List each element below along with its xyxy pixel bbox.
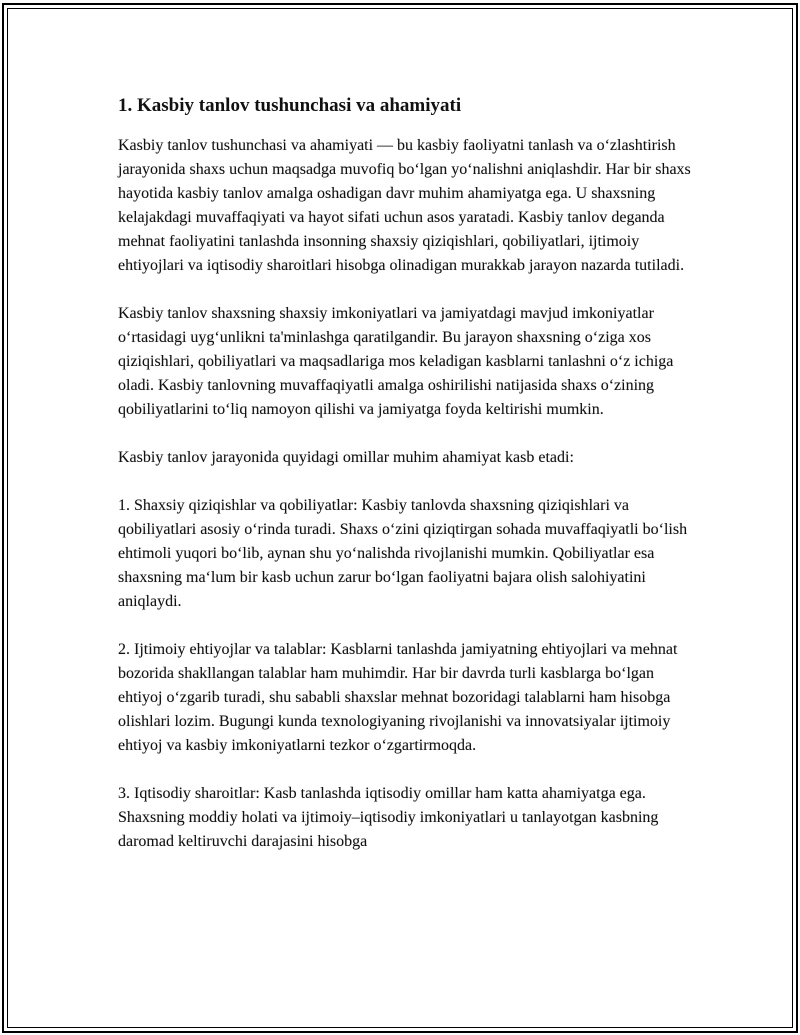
- paragraph-harmony: Kasbiy tanlov shaxsning shaxsiy imkoniyatlari va jamiyatdagi mavjud imkoniyatlar o‘rtasidagi uyg‘unlikni ta'minlashga qaratilgandir. Bu jarayon shaxsning o‘ziga xos qiziqishlari, qobiliyatlari va maqsadlariga mos keladigan kasblarni tanlashni o‘z ichiga oladi. Kasbiy tanlovning muvaffaqiyatli amalga oshirilishi natijasida shaxs o‘zining qobiliyatlarini to‘liq namoyon qilishi va jamiyatga foyda keltirishi mumkin.: [118, 305, 674, 418]
- paragraph-factors-intro: Kasbiy tanlov jarayonida quyidagi omillar muhim ahamiyat kasb etadi:: [118, 449, 574, 466]
- list-item-social-needs: 2. Ijtimoiy ehtiyojlar va talablar: Kasblarni tanlashda jamiyatning ehtiyojlari va mehnat bozorida shakllangan talablar ham muhimdir. Har bir davrda turli kasblarga bo‘lgan ehtiyoj o‘zgarib turadi, shu sababli shaxslar mehnat bozoridagi talablarni ham hisobga olishlari lozim. Bugungi kunda texnologiyaning rivojlanishi va innovatsiyalar ijtimoiy ehtiyoj va kasbiy imkoniyatlarni tezkor o‘zgartirmoqda.: [118, 641, 678, 754]
- list-item-personal-interests: 1. Shaxsiy qiziqishlar va qobiliyatlar: Kasbiy tanlovda shaxsning qiziqishlari va qobiliyatlari asosiy o‘rinda turadi. Shaxs o‘zini qiziqtirgan sohada muvaffaqiyatli bo‘lish ehtimoli yuqori bo‘lib, aynan shu yo‘nalishda rivojlanishi mumkin. Qobiliyatlar esa shaxsning ma‘lum bir kasb uchun zarur bo‘lgan faoliyatni bajara olish salohiyatini aniqlaydi.: [118, 497, 688, 610]
- paragraph-intro: Kasbiy tanlov tushunchasi va ahamiyati — bu kasbiy faoliyatni tanlash va o‘zlashtirish jarayonida shaxs uchun maqsadga muvofiq bo‘lgan yo‘nalishni aniqlashdir. Har bir shaxs hayotida kasbiy tanlov amalga oshadigan davr muhim ahamiyatga ega. U shaxsning kelajakdagi muvaffaqiyati va hayot sifati uchun asos yaratadi. Kasbiy tanlov deganda mehnat faoliyatini tanlashda insonning shaxsiy qiziqishlari, qobiliyatlari, ijtimoiy ehtiyojlari va iqtisodiy sharoitlari hisobga olinadigan murakkab jarayon nazarda tutiladi.: [118, 137, 691, 274]
- list-item-economic-conditions: 3. Iqtisodiy sharoitlar: Kasb tanlashda iqtisodiy omillar ham katta ahamiyatga ega. Shaxsning moddiy holati va ijtimoiy–iqtisodiy imkoniyatlari u tanlayotgan kasbning daromad keltiruvchi darajasini hisobga: [118, 785, 659, 850]
- section-heading: 1. Kasbiy tanlov tushunchasi va ahamiyati: [118, 95, 462, 116]
- document-body: [118, 94, 698, 878]
